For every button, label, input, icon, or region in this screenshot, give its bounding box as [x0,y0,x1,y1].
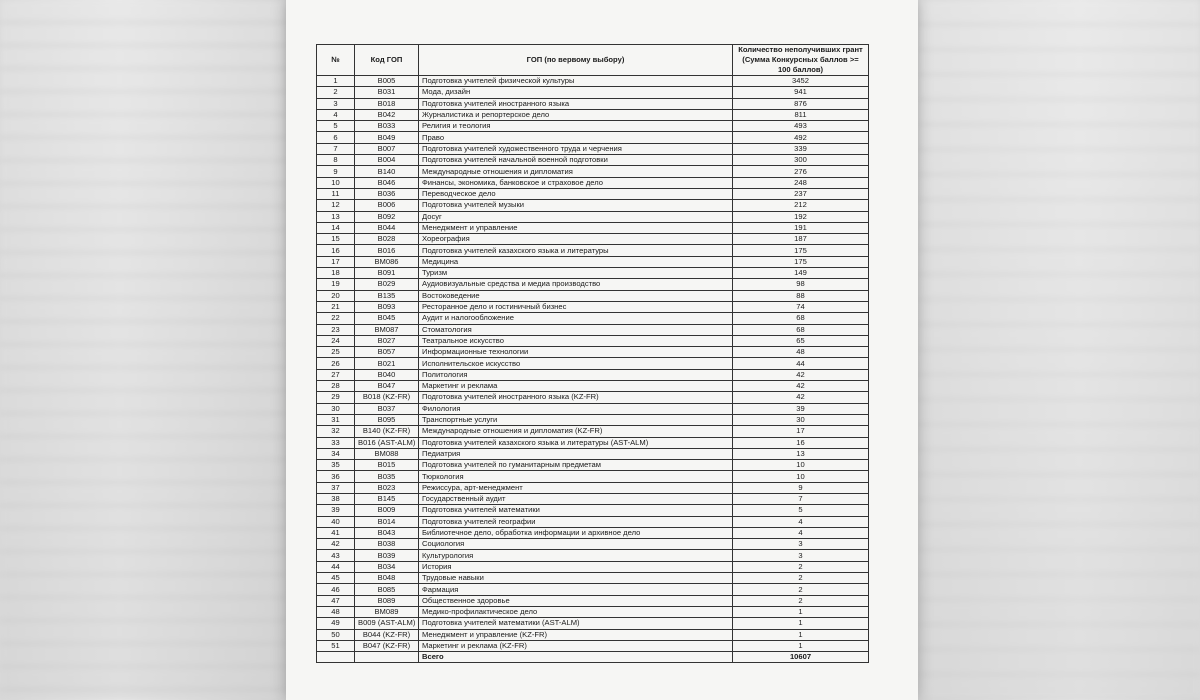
row-name: Право [419,132,733,143]
row-count: 941 [733,87,869,98]
table-row [317,460,869,471]
table-row [317,573,869,584]
table-row [317,505,869,516]
row-code: BM088 [355,448,419,459]
total-label: Всего [419,652,733,663]
row-num: 9 [317,166,355,177]
row-name: Аудиовизуальные средства и медиа производство [419,279,733,290]
row-num: 23 [317,324,355,335]
row-name: Режиссура, арт-менеджмент [419,482,733,493]
row-count: 65 [733,335,869,346]
row-name: Подготовка учителей иностранного языка [419,98,733,109]
header-count: Количество неполучивших грант (Сумма Конкурсных баллов >= 100 баллов) [733,45,869,76]
row-code: BM087 [355,324,419,335]
row-code: B009 (AST-ALM) [355,618,419,629]
row-name: Подготовка учителей казахского языка и литературы [419,245,733,256]
row-num: 39 [317,505,355,516]
row-name: Мода, дизайн [419,87,733,98]
table-row [317,426,869,437]
row-count: 2 [733,573,869,584]
row-count: 4 [733,516,869,527]
row-code: B047 (KZ-FR) [355,640,419,651]
row-name: Подготовка учителей казахского языка и литературы (AST-ALM) [419,437,733,448]
row-name: Транспортные услуги [419,414,733,425]
row-count: 68 [733,313,869,324]
row-count: 17 [733,426,869,437]
table-body [317,76,869,652]
row-num: 22 [317,313,355,324]
row-num: 25 [317,347,355,358]
row-code: B135 [355,290,419,301]
row-name: Филология [419,403,733,414]
row-count: 276 [733,166,869,177]
row-name: Журналистика и репортерское дело [419,109,733,120]
row-code: B145 [355,493,419,504]
row-code: B043 [355,527,419,538]
row-code: B006 [355,200,419,211]
table-row [317,369,869,380]
row-num: 45 [317,573,355,584]
row-name: Подготовка учителей художественного труда и черчения [419,143,733,154]
row-num: 16 [317,245,355,256]
row-name: Международные отношения и дипломатия (KZ-FR) [419,426,733,437]
header-code: Код ГОП [355,45,419,76]
row-name: Ресторанное дело и гостиничный бизнес [419,301,733,312]
row-count: 2 [733,561,869,572]
row-count: 187 [733,234,869,245]
row-name: Аудит и налогообложение [419,313,733,324]
row-name: Подготовка учителей по гуманитарным предметам [419,460,733,471]
row-count: 44 [733,358,869,369]
row-name: Востоковедение [419,290,733,301]
table-row [317,347,869,358]
table-row [317,132,869,143]
row-code: B047 [355,381,419,392]
table-row [317,335,869,346]
table-row [317,188,869,199]
row-code: B034 [355,561,419,572]
row-count: 493 [733,121,869,132]
row-name: Общественное здоровье [419,595,733,606]
row-count: 2 [733,595,869,606]
row-num: 13 [317,211,355,222]
row-code: B027 [355,335,419,346]
row-name: Переводческое дело [419,188,733,199]
row-num: 4 [317,109,355,120]
table-row [317,245,869,256]
row-code: B092 [355,211,419,222]
row-count: 9 [733,482,869,493]
row-num: 5 [317,121,355,132]
table-row [317,403,869,414]
row-code: B036 [355,188,419,199]
row-name: Религия и теология [419,121,733,132]
row-name: Политология [419,369,733,380]
row-count: 39 [733,403,869,414]
table-row [317,166,869,177]
row-count: 1 [733,640,869,651]
row-name: Туризм [419,268,733,279]
row-code: B085 [355,584,419,595]
row-count: 4 [733,527,869,538]
row-num: 41 [317,527,355,538]
row-count: 30 [733,414,869,425]
row-code: B037 [355,403,419,414]
row-name: Трудовые навыки [419,573,733,584]
row-num: 28 [317,381,355,392]
row-name: Подготовка учителей иностранного языка (KZ-FR) [419,392,733,403]
row-name: Стоматология [419,324,733,335]
table-row [317,471,869,482]
row-num: 12 [317,200,355,211]
row-code: BM089 [355,606,419,617]
row-code: B038 [355,539,419,550]
table-row [317,539,869,550]
row-code: B042 [355,109,419,120]
row-code: B021 [355,358,419,369]
row-name: Маркетинг и реклама [419,381,733,392]
row-count: 492 [733,132,869,143]
table-total-row [317,652,869,663]
row-count: 149 [733,268,869,279]
row-count: 88 [733,290,869,301]
row-code: B005 [355,76,419,87]
table-row [317,561,869,572]
row-name: Информационные технологии [419,347,733,358]
row-num: 35 [317,460,355,471]
table-header-row [317,45,869,76]
table-row [317,414,869,425]
row-name: Менеджмент и управление [419,222,733,233]
row-code: B023 [355,482,419,493]
table-row [317,381,869,392]
row-count: 42 [733,369,869,380]
table-row [317,482,869,493]
table-row [317,222,869,233]
document-page [286,0,918,700]
row-num: 1 [317,76,355,87]
row-code: B048 [355,573,419,584]
row-name: Финансы, экономика, банковское и страховое дело [419,177,733,188]
row-count: 300 [733,155,869,166]
row-name: Подготовка учителей математики [419,505,733,516]
row-num: 36 [317,471,355,482]
row-num: 17 [317,256,355,267]
total-empty-2 [355,652,419,663]
row-name: Библиотечное дело, обработка информации и архивное дело [419,527,733,538]
row-count: 7 [733,493,869,504]
row-code: B028 [355,234,419,245]
blurred-background-right [918,0,1200,700]
row-count: 10 [733,471,869,482]
row-code: B009 [355,505,419,516]
row-num: 19 [317,279,355,290]
row-count: 3 [733,539,869,550]
row-count: 10 [733,460,869,471]
row-name: Хореография [419,234,733,245]
row-num: 49 [317,618,355,629]
table-row [317,279,869,290]
table-row [317,98,869,109]
row-name: Социология [419,539,733,550]
row-name: Медицина [419,256,733,267]
row-count: 3 [733,550,869,561]
row-code: B014 [355,516,419,527]
table-row [317,595,869,606]
row-code: B091 [355,268,419,279]
row-name: Досуг [419,211,733,222]
row-code: B033 [355,121,419,132]
row-count: 74 [733,301,869,312]
row-count: 2 [733,584,869,595]
table-row [317,109,869,120]
row-code: BM086 [355,256,419,267]
table-row [317,640,869,651]
row-name: Подготовка учителей географии [419,516,733,527]
row-code: B015 [355,460,419,471]
row-count: 98 [733,279,869,290]
row-num: 15 [317,234,355,245]
row-code: B057 [355,347,419,358]
row-num: 3 [317,98,355,109]
row-name: Культурология [419,550,733,561]
row-code: B045 [355,313,419,324]
row-code: B140 [355,166,419,177]
table-row [317,234,869,245]
row-num: 29 [317,392,355,403]
table-row [317,618,869,629]
row-count: 175 [733,256,869,267]
row-count: 3452 [733,76,869,87]
table-row [317,437,869,448]
row-code: B093 [355,301,419,312]
row-count: 42 [733,392,869,403]
row-num: 21 [317,301,355,312]
row-count: 16 [733,437,869,448]
row-count: 237 [733,188,869,199]
row-code: B046 [355,177,419,188]
row-name: Подготовка учителей начальной военной подготовки [419,155,733,166]
row-count: 68 [733,324,869,335]
table-row [317,313,869,324]
row-count: 48 [733,347,869,358]
row-code: B016 [355,245,419,256]
row-count: 1 [733,629,869,640]
row-num: 32 [317,426,355,437]
row-code: B044 (KZ-FR) [355,629,419,640]
table-row [317,324,869,335]
row-name: Театральное искусство [419,335,733,346]
row-num: 26 [317,358,355,369]
header-name: ГОП (по вервому выбору) [419,45,733,76]
row-num: 31 [317,414,355,425]
row-num: 48 [317,606,355,617]
row-num: 30 [317,403,355,414]
row-code: B016 (AST-ALM) [355,437,419,448]
table-row [317,550,869,561]
blurred-background-left [0,0,286,700]
table-row [317,155,869,166]
row-num: 14 [317,222,355,233]
row-count: 13 [733,448,869,459]
row-code: B040 [355,369,419,380]
table-row [317,211,869,222]
row-code: B018 [355,98,419,109]
table-row [317,527,869,538]
row-name: Подготовка учителей физической культуры [419,76,733,87]
row-name: Международные отношения и дипломатия [419,166,733,177]
row-num: 10 [317,177,355,188]
header-num: № [317,45,355,76]
row-code: B039 [355,550,419,561]
row-num: 40 [317,516,355,527]
row-num: 51 [317,640,355,651]
row-name: Подготовка учителей математики (AST-ALM) [419,618,733,629]
row-num: 8 [317,155,355,166]
row-code: B095 [355,414,419,425]
row-num: 37 [317,482,355,493]
row-name: Педиатрия [419,448,733,459]
row-num: 38 [317,493,355,504]
table-row [317,629,869,640]
row-num: 11 [317,188,355,199]
row-num: 18 [317,268,355,279]
row-code: B007 [355,143,419,154]
row-name: Медико-профилактическое дело [419,606,733,617]
table-row [317,87,869,98]
row-count: 5 [733,505,869,516]
row-name: Фармация [419,584,733,595]
row-name: Тюркология [419,471,733,482]
row-num: 47 [317,595,355,606]
table-row [317,516,869,527]
table-row [317,606,869,617]
row-count: 212 [733,200,869,211]
row-name: История [419,561,733,572]
row-num: 6 [317,132,355,143]
row-code: B035 [355,471,419,482]
row-name: Маркетинг и реклама (KZ-FR) [419,640,733,651]
table-row [317,358,869,369]
row-num: 43 [317,550,355,561]
row-name: Государственный аудит [419,493,733,504]
row-name: Подготовка учителей музыки [419,200,733,211]
table-row [317,493,869,504]
row-count: 876 [733,98,869,109]
row-num: 34 [317,448,355,459]
row-num: 20 [317,290,355,301]
row-count: 175 [733,245,869,256]
grant-table [316,44,869,663]
row-code: B140 (KZ-FR) [355,426,419,437]
row-num: 27 [317,369,355,380]
row-code: B018 (KZ-FR) [355,392,419,403]
table-row [317,256,869,267]
row-num: 7 [317,143,355,154]
total-value: 10607 [733,652,869,663]
row-count: 248 [733,177,869,188]
table-row [317,177,869,188]
row-code: B029 [355,279,419,290]
row-code: B089 [355,595,419,606]
row-code: B004 [355,155,419,166]
row-name: Менеджмент и управление (KZ-FR) [419,629,733,640]
row-num: 42 [317,539,355,550]
row-num: 46 [317,584,355,595]
table-row [317,76,869,87]
row-count: 191 [733,222,869,233]
total-empty-1 [317,652,355,663]
table-row [317,143,869,154]
row-code: B049 [355,132,419,143]
row-count: 339 [733,143,869,154]
table-row [317,301,869,312]
row-code: B044 [355,222,419,233]
row-count: 42 [733,381,869,392]
row-count: 192 [733,211,869,222]
row-count: 811 [733,109,869,120]
table-row [317,290,869,301]
row-num: 33 [317,437,355,448]
table-row [317,392,869,403]
row-num: 44 [317,561,355,572]
row-num: 50 [317,629,355,640]
row-num: 24 [317,335,355,346]
row-num: 2 [317,87,355,98]
row-count: 1 [733,606,869,617]
table-row [317,121,869,132]
row-code: B031 [355,87,419,98]
table-row [317,584,869,595]
row-name: Исполнительское искусство [419,358,733,369]
table-row [317,200,869,211]
table-row [317,268,869,279]
row-count: 1 [733,618,869,629]
table-row [317,448,869,459]
